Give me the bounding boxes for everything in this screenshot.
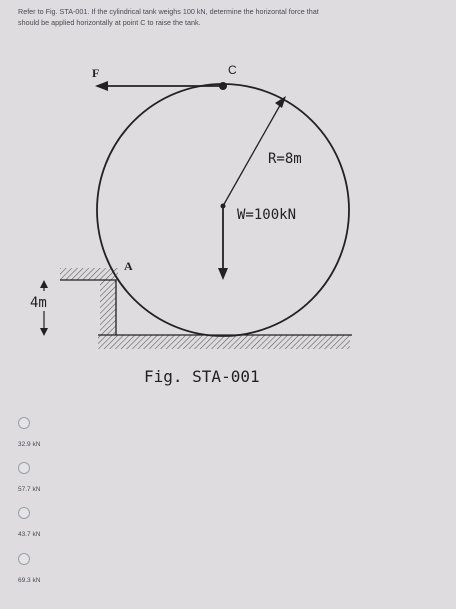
option-label: 43.7 kN [18,531,41,538]
label-c: C [228,63,237,77]
step-side-hatch [100,280,116,335]
option-label: 57.7 kN [18,486,41,493]
radio-button[interactable] [18,553,30,565]
option-label: 69.3 kN [18,577,41,584]
question-line-1: Refer to Fig. STA-001. If the cylindrical tank weighs 100 kN, determine the horizontal force that [18,7,319,16]
height-label: 4m [30,295,47,311]
option-label: 32.9 kN [18,441,41,448]
radius-label: R=8m [268,151,302,167]
radio-button[interactable] [18,417,30,429]
label-f: F [92,66,100,80]
weight-label: W=100kN [237,207,297,223]
step-top-hatch [60,268,118,280]
center-dot [221,204,226,209]
point-c [219,82,227,90]
radio-button[interactable] [18,462,30,474]
label-a: A [124,259,133,273]
ground-hatch [98,335,350,349]
question-line-2: should be applied horizontally at point C to raise the tank. [18,18,201,27]
force-arrowhead [95,81,108,91]
dim-arrow-top [40,280,48,288]
weight-arrowhead [218,268,228,280]
radio-button[interactable] [18,507,30,519]
dim-arrow-bottom [40,328,48,336]
figure-caption: Fig. STA-001 [144,367,260,386]
